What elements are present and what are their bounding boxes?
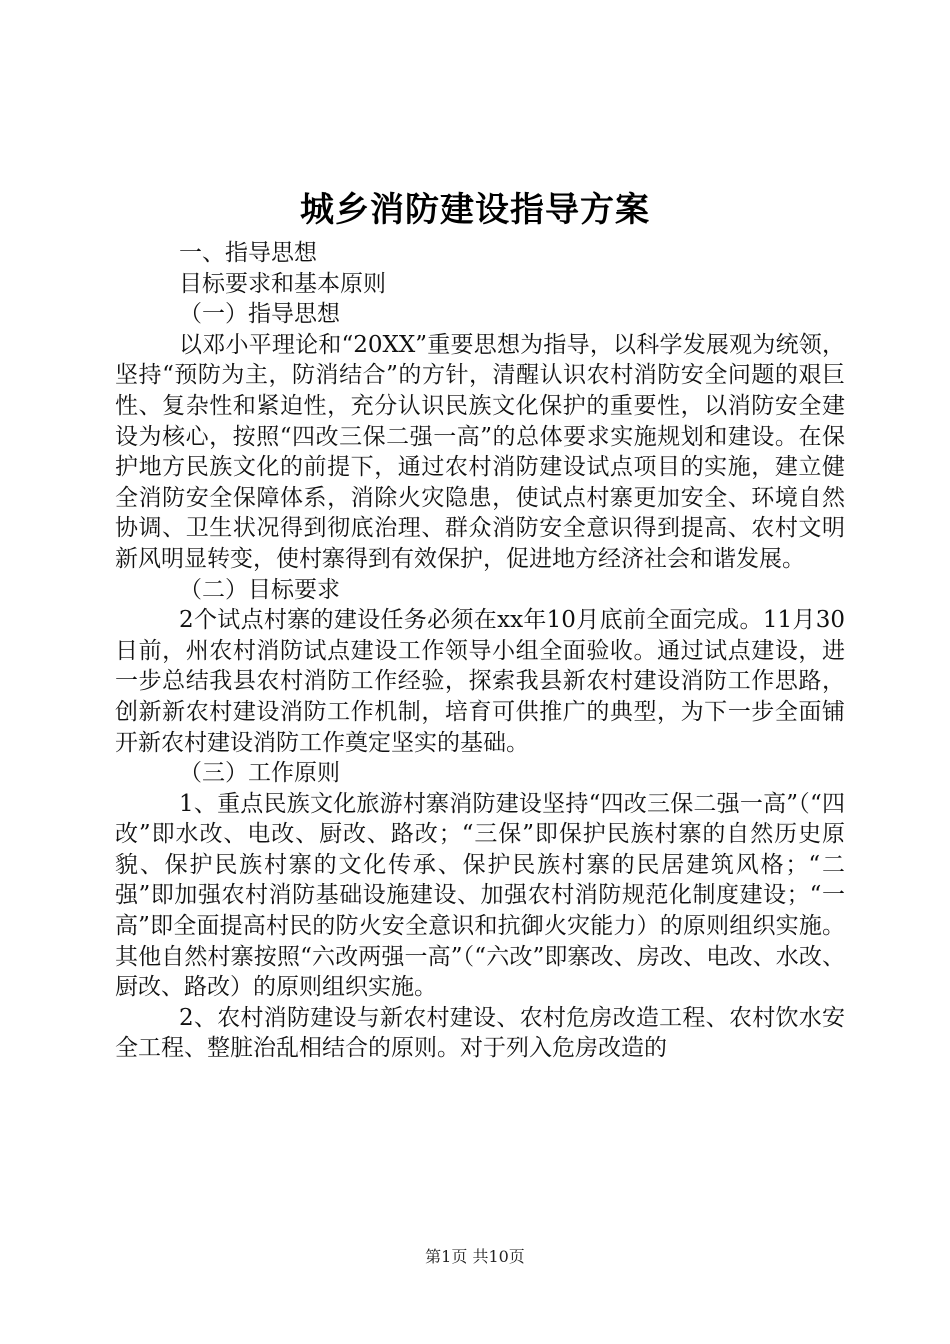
heading-goals-principles: 目标要求和基本原则 [179,270,386,297]
section-3-item-1: 1、重点民族文化旅游村寨消防建设坚持“四改三保二强一高”（“四改”即水改、电改、厨改、路改；“三保”即保护民族村寨的自然历史原貌、保护民族村寨的文化传承、保护民族村寨的民居建筑风格；“二强”即加强农村消防基础设施建设、加强农村消防规范化制度建设；“一高”即全面提高村民的防火安全意识和抗御火灾能力）的原则组织实施。其他自然村寨按照“六改两强一高”（“六改”即寨改、房改、电改、水改、厨改、路改）的原则组织实施。 [115,790,845,1001]
document-body [115,238,845,1064]
heading-guiding-thought: 一、指导思想 [179,240,317,266]
section-1-heading: （一）指导思想 [179,301,340,328]
section-2-paragraph: 2个试点村寨的建设任务必须在xx年10月底前全面完成。11月30日前，州农村消防试点建设工作领导小组全面验收。通过试点建设，进一步总结我县农村消防工作经验，探索我县新农村建设消防工作思路，创新新农村建设消防工作机制，培育可供推广的典型，为下一步全面铺开新农村建设消防工作奠定坚实的基础。 [115,607,845,756]
page-footer: 第1页 共10页 [425,1247,525,1266]
section-2-heading: （二）目标要求 [179,576,340,603]
section-3-item-2: 2、农村消防建设与新农村建设、农村危房改造工程、农村饮水安全工程、整脏治乱相结合的原则。对于列入危房改造的 [115,1004,845,1062]
section-1-paragraph: 以邓小平理论和“20XX”重要思想为指导，以科学发展观为统领，坚持“预防为主，防消结合”的方针，清醒认识农村消防安全问题的艰巨性、复杂性和紧迫性，充分认识民族文化保护的重要性，以消防安全建设为核心，按照“四改三保二强一高”的总体要求实施规划和建设。在保护地方民族文化的前提下，通过农村消防建设试点项目的实施，建立健全消防安全保障体系，消除火灾隐患，使试点村寨更加安全、环境自然协调、卫生状况得到彻底治理、群众消防安全意识得到提高、农村文明新风明显转变，使村寨得到有效保护，促进地方经济社会和谐发展。 [115,331,845,572]
section-3-heading: （三）工作原则 [179,760,340,787]
document-title: 城乡消防建设指导方案 [300,190,650,230]
